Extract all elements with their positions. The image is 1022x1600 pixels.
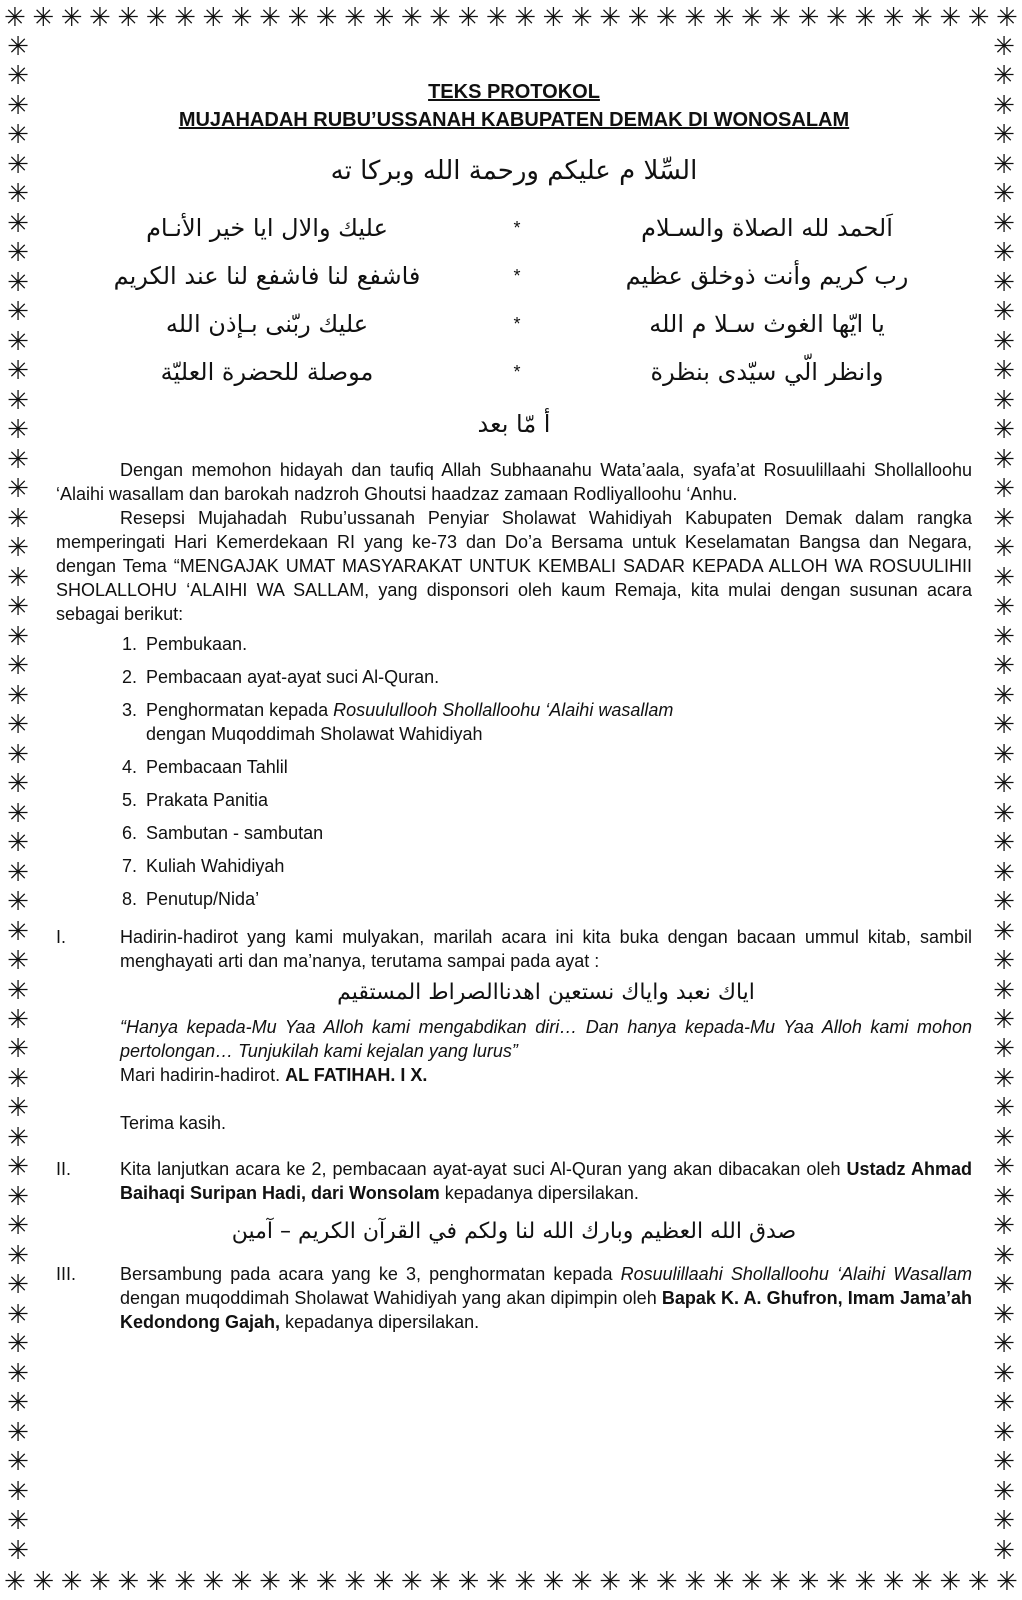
border-star-icon: ✳ [993,769,1015,800]
invite-text: Mari hadirin-hadirot. [120,1065,286,1085]
border-star-icon: ✳ [712,1567,735,1597]
border-star-icon: ✳ [993,592,1015,623]
border-star-icon: ✳ [202,1567,225,1597]
border-left [2,34,34,1564]
border-star-icon: ✳ [344,3,366,33]
section-bold-name: Bapak K. A. Ghufron, Imam Jama’ah Kedondong Gajah, [120,1288,972,1332]
border-star-icon: ✳ [7,710,29,741]
border-star-icon: ✳ [769,3,792,33]
section-number: II. [56,1159,72,1179]
border-star-icon: ✳ [7,297,29,328]
border-star-icon: ✳ [7,1299,29,1330]
border-star-icon: ✳ [542,3,565,33]
border-star-icon: ✳ [145,1567,168,1597]
border-star-icon: ✳ [993,916,1015,947]
section-body [120,1262,972,1334]
section-text: Hadirin-hadirot yang kami mulyakan, marilah acara ini kita buka dengan bacaan ummul kitab, sambil menghayati arti dan ma’nanya, terutama sampai pada ayat : [120,927,972,971]
border-star-icon: ✳ [429,3,451,33]
arabic-salam: السِّلا م عليكم ورحمة الله وبركا ته [330,156,698,186]
verse-separator: * [513,217,521,238]
border-star-icon: ✳ [7,621,29,652]
border-star-icon: ✳ [993,1240,1015,1271]
intro-paragraph-1: Dengan memohon hidayah dan taufiq Allah Subhaanahu Wata’aala, syafa’at Rosuulillaahi Shollalloohu ‘Alaihi wasallam dan barokah nadzroh Ghoutsi haadzaz zamaan Rodliyalloohu ‘Anhu. [56,460,972,504]
border-star-icon: ✳ [287,1567,310,1597]
title-line-2: MUJAHADAH RUBU’USSANAH KABUPATEN DEMAK DI WONOSALAM [178,109,850,131]
border-star-icon: ✳ [993,1270,1015,1301]
border-star-icon: ✳ [570,3,593,33]
border-star-icon: ✳ [993,1034,1015,1065]
border-star-icon: ✳ [993,208,1015,239]
border-star-icon: ✳ [202,3,225,33]
border-star-icon: ✳ [7,149,29,180]
border-star-icon: ✳ [287,3,310,33]
border-star-icon: ✳ [7,1417,29,1448]
border-star-icon: ✳ [32,1567,55,1597]
border-star-icon: ✳ [7,1447,29,1478]
border-star-icon: ✳ [993,90,1015,121]
border-star-icon: ✳ [993,238,1015,269]
border-star-icon: ✳ [7,798,29,829]
section-bold-name: Ustadz Ahmad Baihaqi Suripan Hadi, dari Wonsolam [120,1159,972,1203]
agenda-item-text: Prakata Panitia [146,790,269,810]
border-star-icon: ✳ [7,1535,29,1566]
border-star-icon: ✳ [7,1270,29,1301]
border-star-icon: ✳ [7,1211,29,1242]
verse-right: وانظر الّي سيّدى بنظرة [650,358,884,386]
section-text [120,1157,972,1205]
border-star-icon: ✳ [996,1567,1018,1597]
border-star-icon: ✳ [993,828,1015,859]
border-star-icon: ✳ [993,1211,1015,1242]
border-star-icon: ✳ [7,1034,29,1065]
border-star-icon: ✳ [7,1329,29,1360]
border-star-icon: ✳ [993,1299,1015,1330]
border-top [0,2,1022,34]
agenda-item-text: Pembacaan ayat-ayat suci Al-Quran. [146,667,440,687]
border-star-icon: ✳ [7,90,29,121]
border-star-icon: ✳ [259,1567,281,1597]
agenda-item [142,665,972,689]
border-star-icon: ✳ [627,3,650,33]
border-star-icon: ✳ [993,297,1015,328]
border-star-icon: ✳ [993,1004,1015,1035]
border-star-icon: ✳ [825,1567,848,1597]
verse-row [56,300,972,348]
verse-separator: * [513,361,521,382]
border-star-icon: ✳ [854,3,877,33]
border-star-icon: ✳ [993,267,1015,298]
section-number: I. [56,927,67,947]
border-star-icon: ✳ [993,149,1015,180]
sholawat-verses [56,204,972,396]
border-star-icon: ✳ [740,3,763,33]
border-star-icon: ✳ [60,1567,83,1597]
border-star-icon: ✳ [7,680,29,711]
agenda-item-text: Sambutan - sambutan [146,823,324,843]
border-star-icon: ✳ [911,3,933,33]
border-star-icon: ✳ [939,1567,962,1597]
border-star-icon: ✳ [60,3,83,33]
verse-row [56,204,972,252]
section-text-tail: kepadanya dipersilakan. [280,1312,480,1332]
border-star-icon: ✳ [7,238,29,269]
border-star-icon: ✳ [993,562,1015,593]
border-star-icon: ✳ [993,326,1015,357]
agenda-item [142,854,972,878]
border-star-icon: ✳ [993,1388,1015,1419]
border-star-icon: ✳ [7,975,29,1006]
section-1 [56,925,972,1135]
section-2 [56,1157,972,1205]
border-star-icon: ✳ [7,61,29,92]
border-star-icon: ✳ [993,1506,1015,1537]
agenda-item-text: Kuliah Wahidiyah [146,856,285,876]
section-text-part: Kita lanjutkan acara ke 2, pembacaan ayat-ayat suci Al-Quran yang akan dibacakan oleh [120,1159,847,1179]
border-star-icon: ✳ [7,533,29,564]
border-star-icon: ✳ [400,1567,423,1597]
border-star-icon: ✳ [89,1567,111,1597]
border-star-icon: ✳ [542,1567,565,1597]
verse-right: اَلحمد لله الصلاة والسـلام [641,214,893,242]
border-bottom [0,1566,1022,1598]
border-star-icon: ✳ [993,857,1015,888]
border-star-icon: ✳ [993,798,1015,829]
verse-row [56,348,972,396]
border-star-icon: ✳ [854,1567,877,1597]
border-star-icon: ✳ [4,1567,26,1597]
border-star-icon: ✳ [7,444,29,475]
document-title [56,78,972,134]
border-star-icon: ✳ [825,3,848,33]
border-star-icon: ✳ [769,1567,792,1597]
agenda-list [56,632,972,911]
border-star-icon: ✳ [7,1506,29,1537]
ayat-translation: “Hanya kepada-Mu Yaa Alloh kami mengabdikan diri… Dan hanya kepada-Mu Yaa Alloh kami mohon pertolongan… Tunjukilah kami kejalan yang lurus” [120,1017,972,1061]
border-star-icon: ✳ [993,1152,1015,1183]
agenda-item [142,887,972,911]
border-star-icon: ✳ [7,916,29,947]
border-star-icon: ✳ [7,208,29,239]
border-star-icon: ✳ [7,1181,29,1212]
border-star-icon: ✳ [7,592,29,623]
border-star-icon: ✳ [7,651,29,682]
border-star-icon: ✳ [911,1567,933,1597]
border-star-icon: ✳ [7,32,29,62]
border-star-icon: ✳ [655,3,678,33]
border-star-icon: ✳ [993,1358,1015,1389]
border-star-icon: ✳ [89,3,111,33]
section-text-tail: kepadanya dipersilakan. [439,1183,639,1203]
border-star-icon: ✳ [993,1063,1015,1094]
border-star-icon: ✳ [993,385,1015,416]
border-star-icon: ✳ [627,1567,650,1597]
amma-badu: أ مّا بعد [477,410,551,438]
border-star-icon: ✳ [429,1567,451,1597]
border-star-icon: ✳ [7,1122,29,1153]
border-star-icon: ✳ [993,179,1015,210]
border-star-icon: ✳ [315,3,338,33]
agenda-item-line2: dengan Muqoddimah Sholawat Wahidiyah [146,724,483,744]
border-star-icon: ✳ [993,120,1015,151]
border-star-icon: ✳ [457,1567,480,1597]
border-star-icon: ✳ [7,562,29,593]
thanks-text: Terima kasih. [120,1113,227,1133]
border-right [988,34,1020,1564]
border-star-icon: ✳ [7,828,29,859]
border-star-icon: ✳ [7,503,29,534]
verse-row [56,252,972,300]
border-star-icon: ✳ [797,1567,820,1597]
border-star-icon: ✳ [117,1567,140,1597]
border-star-icon: ✳ [344,1567,366,1597]
border-star-icon: ✳ [7,267,29,298]
section-text-mid: dengan muqoddimah Sholawat Wahidiyah yang akan dipimpin oleh [120,1288,662,1308]
verse-separator: * [513,265,521,286]
border-star-icon: ✳ [570,1567,593,1597]
fatihah-invite [120,1063,972,1087]
agenda-item [142,755,972,779]
section-body [120,925,972,1135]
invite-bold: AL FATIHAH. I X. [285,1065,428,1085]
border-star-icon: ✳ [7,1240,29,1271]
border-star-icon: ✳ [684,3,707,33]
agenda-item [142,821,972,845]
document-page [56,78,972,1334]
border-star-icon: ✳ [882,1567,905,1597]
border-star-icon: ✳ [740,1567,763,1597]
border-star-icon: ✳ [797,3,820,33]
border-star-icon: ✳ [993,356,1015,387]
border-star-icon: ✳ [993,1476,1015,1507]
border-star-icon: ✳ [174,3,196,33]
border-star-icon: ✳ [400,3,423,33]
border-star-icon: ✳ [7,1152,29,1183]
border-star-icon: ✳ [145,3,168,33]
border-star-icon: ✳ [7,415,29,446]
section-body [120,1157,972,1205]
border-star-icon: ✳ [996,3,1018,33]
arabic-ayat: اياك نعبد واياك نستعين اهدناالصراط المستقيم [337,980,755,1005]
border-star-icon: ✳ [7,385,29,416]
border-star-icon: ✳ [372,1567,395,1597]
border-star-icon: ✳ [993,444,1015,475]
agenda-item [142,632,972,656]
border-star-icon: ✳ [599,1567,622,1597]
border-star-icon: ✳ [7,857,29,888]
border-star-icon: ✳ [7,946,29,977]
border-star-icon: ✳ [7,179,29,210]
border-star-icon: ✳ [514,3,536,33]
border-star-icon: ✳ [939,3,962,33]
border-star-icon: ✳ [993,1181,1015,1212]
border-star-icon: ✳ [315,1567,338,1597]
agenda-item [142,698,972,746]
border-star-icon: ✳ [993,1329,1015,1360]
border-star-icon: ✳ [882,3,905,33]
section-italic: Rosuulillaahi Shollalloohu ‘Alaihi Wasallam [620,1264,972,1284]
border-star-icon: ✳ [993,710,1015,741]
border-star-icon: ✳ [993,680,1015,711]
border-star-icon: ✳ [7,356,29,387]
border-star-icon: ✳ [259,3,281,33]
border-star-icon: ✳ [485,1567,508,1597]
border-star-icon: ✳ [993,1447,1015,1478]
border-star-icon: ✳ [7,1388,29,1419]
section-3 [56,1262,972,1334]
border-star-icon: ✳ [485,3,508,33]
section-number: III. [56,1264,77,1284]
border-star-icon: ✳ [993,1122,1015,1153]
border-star-icon: ✳ [967,3,990,33]
border-star-icon: ✳ [993,61,1015,92]
border-star-icon: ✳ [117,3,140,33]
border-star-icon: ✳ [993,1535,1015,1566]
border-star-icon: ✳ [174,1567,196,1597]
verse-left: فاشفع لنا فاشفع لنا عند الكريم [113,262,421,290]
verse-right: يا ايّها الغوث سـلا م الله [649,310,885,338]
border-star-icon: ✳ [655,1567,678,1597]
border-star-icon: ✳ [230,1567,253,1597]
border-star-icon: ✳ [599,3,622,33]
border-star-icon: ✳ [457,3,480,33]
border-star-icon: ✳ [4,3,26,33]
intro-paragraph-2: Resepsi Mujahadah Rubu’ussanah Penyiar Sholawat Wahidiyah Kabupaten Demak dalam rangka memperingati Hari Kemerdekaan RI yang ke-73 dan Do’a Bersama untuk Keselamatan Bangsa dan Negara, dengan Tema “MENGAJAK UMAT MASYARAKAT UNTUK KEMBALI SADAR KEPADA ALLOH WA ROSUULIHII SHOLALLOHU ‘ALAIHI WA SALLAM, yang disponsori oleh kaum Remaja, kita mulai dengan susunan acara sebagai berikut: [56,508,972,624]
border-star-icon: ✳ [967,1567,990,1597]
border-star-icon: ✳ [7,887,29,918]
agenda-item-text: Penghormatan kepada [146,700,334,720]
agenda-item-text: Pembacaan Tahlil [146,757,288,777]
agenda-item [142,788,972,812]
border-star-icon: ✳ [993,946,1015,977]
border-star-icon: ✳ [712,3,735,33]
border-star-icon: ✳ [230,3,253,33]
border-star-icon: ✳ [514,1567,536,1597]
agenda-item-italic: Rosuulullooh Shollalloohu ‘Alaihi wasallam [333,700,674,720]
border-star-icon: ✳ [993,1093,1015,1124]
verse-separator: * [513,313,521,334]
verse-left: عليك والال ايا خير الأنـام [146,214,388,242]
section-text-part: Bersambung pada acara yang ke 3, penghormatan kepada [120,1264,621,1284]
border-star-icon: ✳ [7,474,29,505]
border-star-icon: ✳ [993,474,1015,505]
agenda-item-text: Pembukaan. [146,634,248,654]
verse-right: رب كريم وأنت ذوخلق عظيم [625,262,909,290]
border-star-icon: ✳ [993,503,1015,534]
border-star-icon: ✳ [7,769,29,800]
border-star-icon: ✳ [993,739,1015,770]
verse-left: عليك ربّنى بـإذن الله [165,310,369,338]
border-star-icon: ✳ [993,415,1015,446]
border-star-icon: ✳ [993,533,1015,564]
border-star-icon: ✳ [7,1476,29,1507]
border-star-icon: ✳ [7,1358,29,1389]
border-star-icon: ✳ [684,1567,707,1597]
border-star-icon: ✳ [993,975,1015,1006]
title-line-1: TEKS PROTOKOL [428,81,600,103]
border-star-icon: ✳ [993,887,1015,918]
verse-left: موصلة للحضرة العليّة [160,358,374,386]
border-star-icon: ✳ [993,1417,1015,1448]
arabic-closing: صدق الله العظيم وبارك الله لنا ولكم في القرآن الكريم – آمين [231,1219,797,1244]
border-star-icon: ✳ [372,3,395,33]
border-star-icon: ✳ [7,120,29,151]
border-star-icon: ✳ [7,1004,29,1035]
border-star-icon: ✳ [7,1063,29,1094]
border-star-icon: ✳ [993,32,1015,62]
border-star-icon: ✳ [7,326,29,357]
agenda-item-text: Penutup/Nida’ [146,889,260,909]
border-star-icon: ✳ [7,739,29,770]
border-star-icon: ✳ [32,3,55,33]
border-star-icon: ✳ [7,1093,29,1124]
border-star-icon: ✳ [993,651,1015,682]
border-star-icon: ✳ [993,621,1015,652]
